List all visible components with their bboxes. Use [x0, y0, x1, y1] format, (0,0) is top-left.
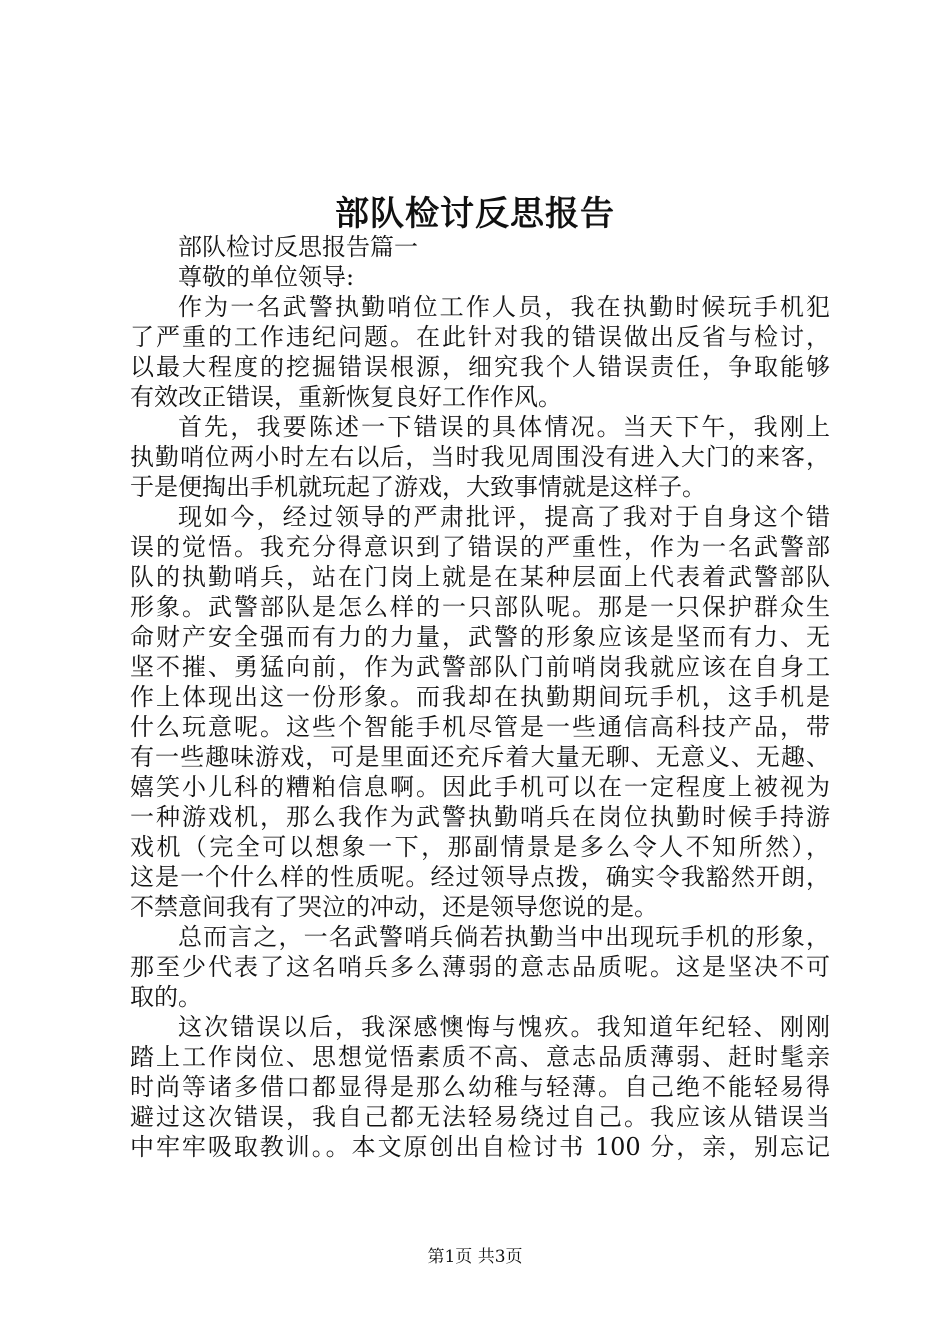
text-line: 了严重的工作违纪问题。在此针对我的错误做出反省与检讨，: [130, 323, 830, 351]
text-line: 不禁意间我有了哭泣的冲动，还是领导您说的是。: [130, 893, 658, 921]
text-line: 队的执勤哨兵，站在门岗上就是在某种层面上代表着武警部队: [130, 563, 830, 591]
text-line: 这是一个什么样的性质呢。经过领导点拨，确实令我豁然开朗，: [130, 863, 830, 891]
text-line: 于是便掏出手机就玩起了游戏，大致事情就是这样子。: [130, 473, 706, 501]
text-line: 形象。武警部队是怎么样的一只部队呢。那是一只保护群众生: [130, 593, 830, 621]
text-line: 现如今，经过领导的严肃批评，提高了我对于自身这个错: [178, 503, 830, 531]
text-line: 嬉笑小儿科的糟粕信息啊。因此手机可以在一定程度上被视为: [130, 773, 830, 801]
text-line: 有一些趣味游戏，可是里面还充斥着大量无聊、无意义、无趣、: [130, 743, 830, 771]
text-line: 作上体现出这一份形象。而我却在执勤期间玩手机，这手机是: [130, 683, 830, 711]
text-line: 以最大程度的挖掘错误根源，细究我个人错误责任，争取能够: [130, 353, 830, 381]
text-line: 那至少代表了这名哨兵多么薄弱的意志品质呢。这是坚决不可: [130, 953, 830, 981]
document-body: [130, 232, 830, 1162]
text-line: 踏上工作岗位、思想觉悟素质不高、意志品质薄弱、赶时髦亲: [130, 1043, 830, 1071]
text-line: 尊敬的单位领导:: [178, 263, 355, 291]
text-line: 作为一名武警执勤哨位工作人员，我在执勤时候玩手机犯: [178, 293, 830, 321]
text-line: 中牢牢吸取教训。。本文原创出自检讨书 100 分，亲，别忘记: [130, 1133, 830, 1161]
text-line: 总而言之，一名武警哨兵倘若执勤当中出现玩手机的形象，: [178, 923, 830, 951]
text-line: 部队检讨反思报告篇一: [178, 233, 418, 261]
text-line: 执勤哨位两小时左右以后，当时我见周围没有进入大门的来客，: [130, 443, 830, 471]
text-line: 误的觉悟。我充分得意识到了错误的严重性，作为一名武警部: [130, 533, 830, 561]
page-number-footer: 第1页 共3页: [427, 1247, 523, 1267]
text-line: 首先，我要陈述一下错误的具体情况。当天下午，我刚上: [178, 413, 830, 441]
document-title: 部队检讨反思报告: [335, 194, 615, 234]
text-line: 有效改正错误，重新恢复良好工作作风。: [130, 383, 562, 411]
text-line: 取的。: [130, 983, 202, 1011]
text-line: 时尚等诸多借口都显得是那么幼稚与轻薄。自己绝不能轻易得: [130, 1073, 830, 1101]
text-line: 一种游戏机，那么我作为武警执勤哨兵在岗位执勤时候手持游: [130, 803, 830, 831]
text-line: 坚不摧、勇猛向前，作为武警部队门前哨岗我就应该在自身工: [130, 653, 830, 681]
text-line: 什么玩意呢。这些个智能手机尽管是一些通信高科技产品，带: [130, 713, 830, 741]
text-line: 这次错误以后，我深感懊悔与愧疚。我知道年纪轻、刚刚: [178, 1013, 830, 1041]
text-line: 戏机（完全可以想象一下，那副情景是多么令人不知所然），: [130, 833, 830, 861]
text-line: 避过这次错误，我自己都无法轻易绕过自己。我应该从错误当: [130, 1103, 830, 1131]
text-line: 命财产安全强而有力的力量，武警的形象应该是坚而有力、无: [130, 623, 830, 651]
